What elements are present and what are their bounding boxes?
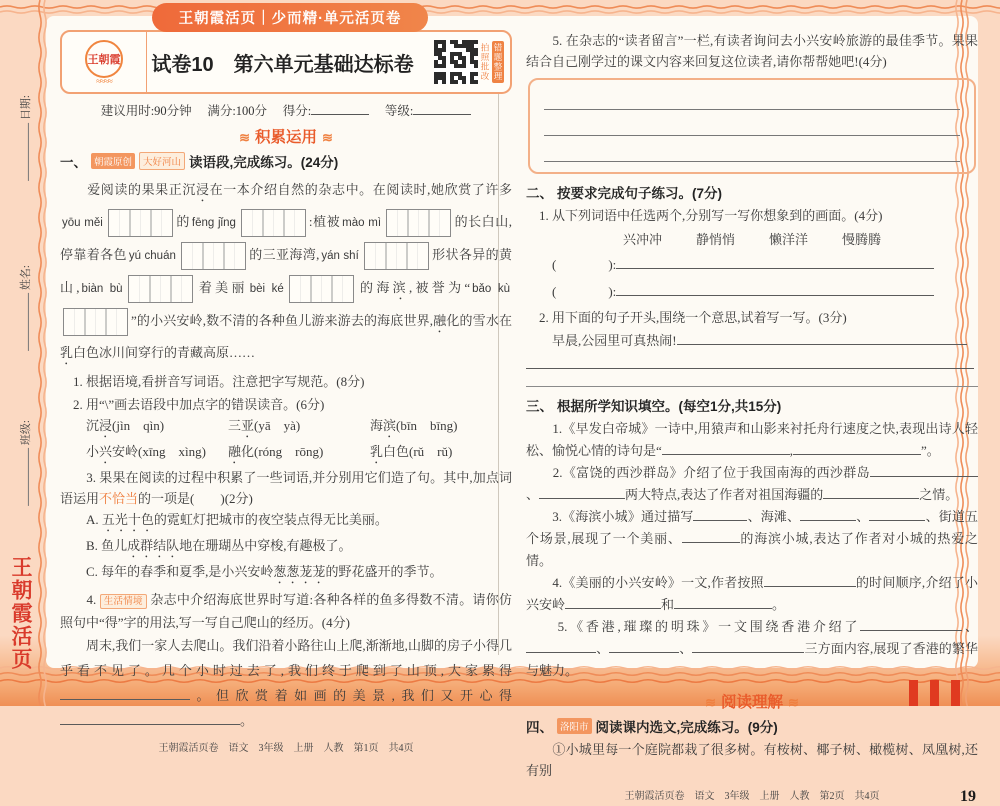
pinyin-write-box bbox=[108, 209, 173, 237]
q3-item-3 bbox=[526, 506, 978, 572]
answer-blank bbox=[693, 507, 747, 521]
pinyin-choice-row bbox=[60, 441, 512, 467]
wave-lines-icon: ≈≈≈≈ bbox=[96, 76, 112, 86]
text-run: 周末,我们一家人去爬山。我们沿着小路往山上爬,渐渐地,山脚的房子小得几乎看不见了。几个小时过去了,我们终于爬到了山顶,大家累得 bbox=[60, 638, 512, 678]
text-run: , bbox=[789, 443, 794, 458]
wave-ornament-icon: ≋ bbox=[788, 695, 799, 710]
text-run: (bīn bīng) bbox=[396, 418, 458, 433]
text-run: 5. 在杂志的“读者留言”一栏,有读者询问去小兴安岭旅游的最佳季节。果果结合自己刚学过的课文内容来回复这位读者,请你帮帮她吧!(4分) bbox=[526, 33, 978, 69]
text-run: ( ): bbox=[552, 257, 617, 272]
question-2-instruction: 按要求完成句子练习。(7分) bbox=[557, 186, 722, 201]
emphasized-text: 融 bbox=[433, 313, 447, 328]
pinyin-write-box bbox=[241, 209, 306, 237]
q1-sub4-answer-para bbox=[60, 633, 512, 733]
text-run: 安岭(xīng xìng) bbox=[112, 444, 206, 459]
answer-blank bbox=[823, 485, 919, 499]
suggested-time: 建议用时:90分钟 bbox=[100, 104, 192, 118]
pinyin-item bbox=[228, 441, 370, 467]
question-2-number: 二、 bbox=[526, 186, 553, 201]
tag-original: 朝霞原创 bbox=[91, 153, 135, 169]
tag-life-context: 生活情境 bbox=[100, 594, 147, 609]
full-score: 满分:100分 bbox=[207, 104, 268, 118]
answer-blank bbox=[60, 711, 240, 725]
pinyin-text: biàn bù bbox=[81, 283, 123, 295]
text-run: 和 bbox=[661, 597, 675, 612]
pinyin-text: bèi ké bbox=[249, 283, 284, 295]
text-run: 三 bbox=[228, 418, 242, 433]
option-A bbox=[60, 509, 512, 535]
reading-passage bbox=[60, 174, 512, 369]
question-1-number: 一、 bbox=[60, 155, 87, 170]
date-label: 日期: bbox=[19, 95, 32, 121]
left-page-footer: 王朝霞活页卷 语文 3年级 上册 人教 第1页 共4页 bbox=[158, 743, 414, 754]
text-run: 、海滩、 bbox=[747, 509, 801, 524]
text-run: 2.《富饶的西沙群岛》介绍了位于我国南海的西沙群岛 bbox=[526, 465, 870, 480]
text-run: 之情。 bbox=[919, 487, 959, 502]
brand-banner bbox=[152, 3, 428, 32]
name-label: 姓名: bbox=[19, 265, 32, 291]
brand-logo-icon: 王朝霞 bbox=[85, 40, 123, 78]
score-blank bbox=[311, 103, 369, 115]
right-page-footer: 王朝霞活页卷 语文 3年级 上册 人教 第2页 共4页 bbox=[624, 791, 880, 802]
question-3-number: 三、 bbox=[526, 399, 553, 414]
answer-blank bbox=[800, 507, 856, 521]
side-field-name bbox=[17, 265, 33, 351]
qr-label-photo: 拍照批改 bbox=[480, 43, 490, 81]
q3-item-2 bbox=[526, 462, 978, 506]
pinyin-text: yán shí bbox=[321, 250, 359, 262]
answer-blank bbox=[674, 595, 772, 609]
q2-answer-1 bbox=[526, 251, 978, 278]
answer-blank bbox=[60, 686, 190, 700]
answer-blank bbox=[682, 529, 740, 543]
text-run: 的时间顺序,介绍了小兴安岭 bbox=[526, 575, 978, 612]
emphasized-text: 滨 bbox=[392, 280, 409, 295]
side-field-class bbox=[17, 420, 33, 506]
emphasized-text: 浸 bbox=[195, 182, 210, 197]
answer-box bbox=[528, 78, 976, 174]
tag-city: 洛阳市 bbox=[557, 718, 592, 734]
text-run: 沉 bbox=[86, 418, 100, 433]
text-run: 的野花盛开的季节。 bbox=[325, 564, 443, 579]
answer-blank bbox=[793, 441, 921, 455]
q1-sub4-text: 杂志中介绍海底世界时写道:各种各样的鱼多得数不清。请你仿照句中“得”字的用法,写一写自己爬山的经历。(4分) bbox=[60, 592, 512, 630]
q1-sub3 bbox=[60, 467, 512, 509]
text-run: 3.《海滨小城》通过描写 bbox=[526, 509, 694, 524]
question-4-number: 四、 bbox=[526, 720, 553, 735]
date-blank bbox=[18, 123, 29, 181]
answer-blank bbox=[860, 617, 962, 631]
text-run: C. 每年的春季和夏季,是小兴安岭 bbox=[86, 564, 274, 579]
text-run: ,被誉为“ bbox=[408, 280, 471, 295]
answer-blank bbox=[539, 485, 625, 499]
answer-blank bbox=[616, 255, 934, 269]
emphasized-text: 五光十色 bbox=[101, 512, 154, 527]
grade-label: 等级: bbox=[384, 104, 414, 118]
emphasized-text: 乳 bbox=[370, 444, 384, 459]
answer-blank bbox=[616, 282, 934, 296]
page-number: 19 bbox=[960, 788, 976, 805]
text-run: B. 鱼儿 bbox=[86, 538, 128, 553]
emphasized-text: 兴 bbox=[99, 444, 113, 459]
pinyin-item bbox=[86, 415, 228, 441]
text-run: 、 bbox=[856, 509, 870, 524]
text-run: 化(róng rōng) bbox=[241, 444, 324, 459]
text-run: 1.《早发白帝城》一诗中,用猿声和山影来衬托舟行速度之快,表现出诗人轻松、愉悦心情的诗句是“ bbox=[526, 421, 978, 458]
text-run: 3. 果果在阅读的过程中积累了一些词语,并分别用它们造了句。其中,加点词语运用 bbox=[60, 470, 512, 506]
q2-sub2: 2. 用下面的句子开头,围绕一个意思,试着写一写。(3分) bbox=[539, 310, 847, 325]
text-run: 、 bbox=[679, 641, 693, 656]
pinyin-write-box bbox=[63, 308, 128, 336]
question-2-head bbox=[526, 182, 978, 202]
brand-banner-text: 王朝霞活页｜少而精·单元活页卷 bbox=[178, 11, 402, 27]
q1-sub1: 1. 根据语境,看拼音写词语。注意把字写规范。(8分) bbox=[73, 374, 365, 389]
pinyin-text: yú chuán bbox=[128, 250, 176, 262]
tag-theme: 大好河山 bbox=[139, 152, 185, 170]
text-run: 的一项是( )(2分) bbox=[138, 491, 253, 506]
text-run: 形状各异的黄山, bbox=[60, 247, 512, 295]
class-blank bbox=[18, 448, 29, 506]
answer-blank bbox=[526, 355, 974, 369]
answer-blank bbox=[692, 639, 804, 653]
answer-blank bbox=[870, 463, 978, 477]
q3-item-5 bbox=[526, 616, 978, 682]
text-run: 、 bbox=[596, 641, 610, 656]
text-run: 两大特点,表达了作者对祖国海疆的 bbox=[625, 487, 824, 502]
answer-blank bbox=[526, 639, 596, 653]
text-run: 的霓虹灯把城市的夜空装点得无比美丽。 bbox=[153, 512, 388, 527]
q4-passage-line: ①小城里每一个庭院都栽了很多树。有桉树、椰子树、橄榄树、凤凰树,还有别 bbox=[526, 742, 978, 778]
emphasized-text: 滨 bbox=[383, 418, 397, 433]
answer-blank bbox=[677, 331, 967, 345]
emphasized-text: 浸 bbox=[99, 418, 113, 433]
text-run: 在一本介绍自然的杂志中。在阅读时,她欣赏了许多 bbox=[209, 182, 512, 197]
text-run: 的长白山,停靠着各色 bbox=[60, 214, 512, 262]
wave-ornament-icon: ≋ bbox=[239, 130, 250, 145]
pinyin-item bbox=[86, 441, 228, 467]
text-run: (jìn qìn) bbox=[112, 418, 165, 433]
question-1-instruction: 读语段,完成练习。(24分) bbox=[189, 155, 339, 170]
pinyin-text: mào mì bbox=[342, 217, 382, 229]
text-run: 白色(rǔ rǔ) bbox=[383, 444, 453, 459]
text-run: 4.《美丽的小兴安岭》一文,作者按照 bbox=[526, 575, 764, 590]
section-header-reading: ≋ 阅读理解 ≋ bbox=[705, 694, 799, 711]
q2-starter-line bbox=[526, 328, 978, 353]
q1-sub5 bbox=[526, 30, 978, 72]
answer-blank bbox=[662, 441, 790, 455]
score-meta-line bbox=[60, 101, 512, 119]
answer-line bbox=[544, 110, 960, 136]
word-choice: 静悄悄 bbox=[695, 232, 735, 247]
text-run: 地在珊瑚丛中穿梭,有趣极了。 bbox=[179, 538, 352, 553]
text-run: :植被 bbox=[308, 214, 341, 229]
pinyin-write-box bbox=[128, 275, 193, 303]
word-choice: 兴冲冲 bbox=[622, 232, 662, 247]
text-run: 。 bbox=[772, 597, 786, 612]
pinyin-write-box bbox=[386, 209, 451, 237]
answer-blank bbox=[565, 595, 661, 609]
question-3-head bbox=[526, 395, 978, 415]
text-run: 、 bbox=[962, 619, 978, 634]
pinyin-text: bǎo kù bbox=[472, 283, 510, 295]
brand-logo-seal bbox=[62, 32, 147, 92]
text-run: 、 bbox=[526, 487, 540, 502]
q3-item-4 bbox=[526, 572, 978, 616]
wave-ornament-icon: ≋ bbox=[705, 695, 716, 710]
class-label: 班级: bbox=[19, 420, 32, 446]
text-run: 。但欣赏着如画的美景,我们又开心得 bbox=[190, 688, 512, 703]
answer-line bbox=[544, 136, 960, 162]
text-run: 。 bbox=[240, 713, 254, 728]
text-run: 三方面内容,展现了香港的繁华与魅力。 bbox=[526, 641, 978, 678]
word-choice: 懒洋洋 bbox=[769, 232, 809, 247]
score-label: 得分: bbox=[282, 104, 312, 118]
emphasized-text: 成群结队 bbox=[127, 538, 180, 553]
qr-code bbox=[434, 40, 478, 84]
text-run: 着美丽 bbox=[195, 280, 248, 295]
test-header-box bbox=[60, 30, 512, 94]
text-run: ( ): bbox=[552, 284, 617, 299]
text-run: 小 bbox=[86, 444, 100, 459]
word-choice: 慢腾腾 bbox=[842, 232, 882, 247]
text-run: 海 bbox=[370, 418, 384, 433]
text-run: 白色冰川间穿行的青藏高原…… bbox=[73, 345, 256, 360]
question-3-instruction: 根据所学知识填空。(每空1分,共15分) bbox=[557, 399, 782, 414]
pinyin-text: fēng jǐng bbox=[191, 217, 236, 229]
word-choices bbox=[526, 229, 978, 248]
test-title: 试卷10 第六单元基础达标卷 bbox=[151, 53, 414, 76]
qr-label-errors: 错题整理 bbox=[493, 43, 503, 81]
question-4-instruction: 阅读课内选文,完成练习。(9分) bbox=[595, 720, 778, 735]
left-page bbox=[60, 30, 512, 754]
q2-answer-2 bbox=[526, 278, 978, 305]
grade-blank bbox=[413, 103, 471, 115]
q3-item-1 bbox=[526, 418, 978, 462]
answer-blank bbox=[764, 573, 856, 587]
text-run: 的 bbox=[175, 214, 190, 229]
emphasized-text: 亚 bbox=[241, 418, 255, 433]
text-run: 早晨,公园里可真热闹! bbox=[552, 333, 677, 348]
qr-panel bbox=[418, 32, 510, 92]
text-run: 的海 bbox=[356, 280, 393, 295]
wave-ornament-icon: ≋ bbox=[322, 130, 333, 145]
section-header-accumulate: ≋ 积累运用 ≋ bbox=[239, 129, 333, 146]
q2-extra-line bbox=[526, 353, 978, 376]
q1-sub4: 4. 生活情境 杂志中介绍海底世界时写道:各种各样的鱼多得数不清。请你仿照句中“得”字的用法,写一写自己爬山的经历。(4分) bbox=[60, 592, 512, 630]
text-run: 5.《香港,璀璨的明珠》一文围绕香港介绍了 bbox=[526, 619, 861, 634]
option-C bbox=[60, 561, 512, 587]
text-run: ”的小兴安岭,数不清的各种鱼儿游来游去的海底世界, bbox=[131, 313, 434, 328]
emphasized-text: 融 bbox=[228, 444, 242, 459]
text-run: ”。 bbox=[921, 443, 940, 458]
pinyin-text: yōu měi bbox=[62, 217, 103, 229]
answer-blank bbox=[869, 507, 925, 521]
text-run: A. bbox=[86, 512, 102, 527]
side-brand-logo: 王朝霞活页 bbox=[9, 556, 33, 671]
binding-marks bbox=[909, 680, 960, 706]
q2-sub1: 1. 从下列词语中任选两个,分别写一写你想象到的画面。(4分) bbox=[539, 208, 883, 223]
name-blank bbox=[18, 293, 29, 351]
question-4-head bbox=[526, 716, 978, 736]
emphasized-text: 乳 bbox=[60, 345, 74, 360]
answer-line bbox=[544, 84, 960, 110]
option-B bbox=[60, 535, 512, 561]
text-run: 、街道五个场景,展现了一个美丽、 bbox=[526, 509, 978, 546]
pinyin-item bbox=[370, 415, 512, 441]
pinyin-write-box bbox=[289, 275, 354, 303]
emphasized-text: 葱葱茏茏 bbox=[273, 564, 326, 579]
pinyin-item bbox=[228, 415, 370, 441]
text-run: (yā yà) bbox=[254, 418, 301, 433]
text-run: 爱阅读的果果正沉 bbox=[60, 182, 196, 197]
text-run: 的三亚海湾, bbox=[248, 247, 320, 262]
pinyin-write-box bbox=[181, 242, 246, 270]
text-run: 化的雪水在 bbox=[446, 313, 512, 328]
side-field-date bbox=[17, 95, 33, 181]
question-1-head bbox=[60, 151, 512, 171]
q1-sub2: 2. 用“\”画去语段中加点字的错误读音。(6分) bbox=[73, 397, 325, 412]
pinyin-item bbox=[370, 441, 512, 467]
pinyin-choice-row bbox=[60, 415, 512, 441]
section-divider bbox=[526, 386, 978, 387]
text-run: 的海滨小城,表达了作者对小城的热爱之情。 bbox=[526, 531, 978, 568]
pinyin-write-box bbox=[364, 242, 429, 270]
highlighted-text: 不恰当 bbox=[99, 491, 139, 506]
answer-blank bbox=[609, 639, 679, 653]
